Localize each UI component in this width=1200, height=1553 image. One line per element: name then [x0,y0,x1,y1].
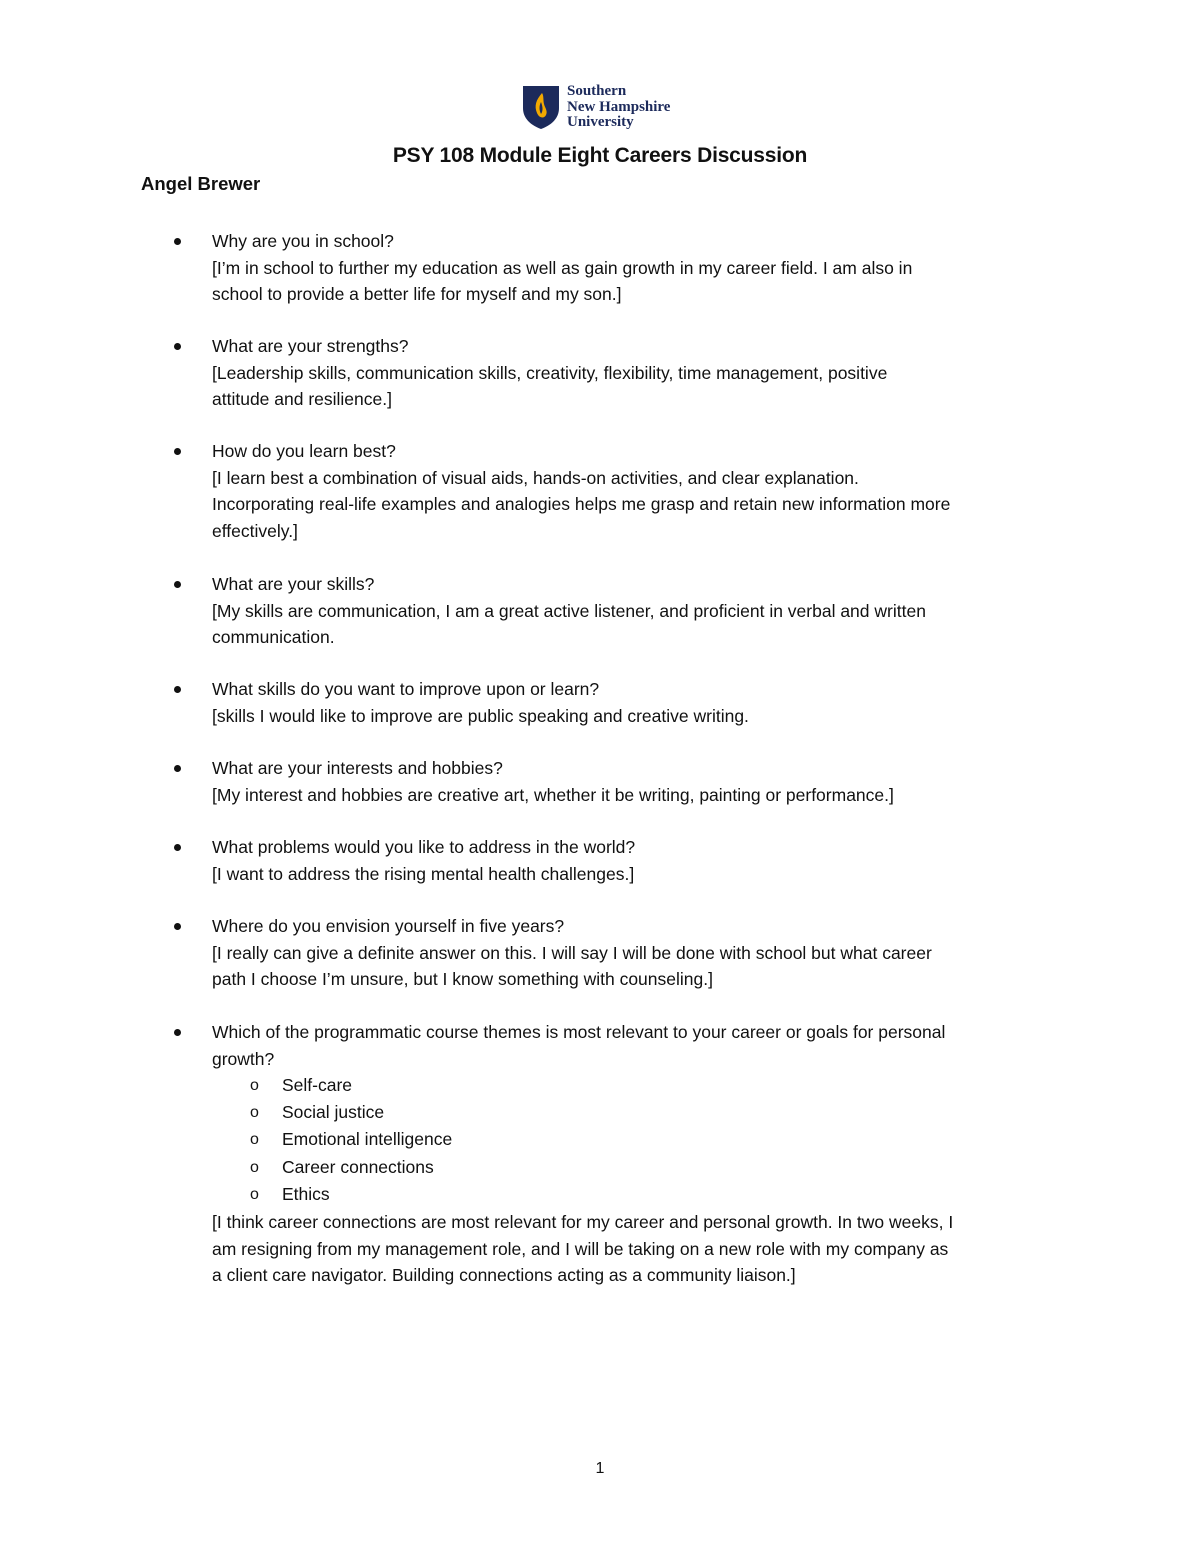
answer-line: [skills I would like to improve are public speaking and creative writing. [212,705,749,726]
question-item [212,676,1072,729]
document-title: PSY 108 Module Eight Careers Discussion [392,144,808,167]
bullet-icon [174,686,181,693]
answer-line: effectively.] [212,520,298,541]
answer-line: [Leadership skills, communication skills, creativity, flexibility, time management, positive [212,362,888,383]
answer-line: school to provide a better life for myself and my son.] [212,284,622,304]
circle-bullet-icon: o [250,1104,259,1121]
answer-line: [I really can give a definite answer on this. I will say I will be done with school but what career [212,942,932,963]
bullet-icon [174,343,181,350]
theme-list-item [250,1072,353,1099]
answer-line: a client care navigator. Building connections acting as a community liaison.] [212,1265,796,1285]
bullet-icon [174,765,181,772]
circle-bullet-icon: o [250,1159,259,1176]
question-item [212,755,1072,808]
page-number: 1 [595,1460,605,1477]
theme-label: Career connections [282,1157,434,1177]
theme-list-item [250,1126,453,1153]
question-text: What are your skills? [212,574,375,594]
answer-line: [I think career connections are most relevant for my career and personal growth. In two weeks, I [212,1212,954,1232]
logo-line-university: University [567,114,634,130]
question-text: What are your strengths? [212,336,409,356]
question-item [212,228,1072,308]
theme-label: Social justice [282,1102,385,1122]
circle-bullet-icon: o [250,1131,259,1148]
answer-line: [My interest and hobbies are creative art, whether it be writing, painting or performance.] [212,784,894,805]
theme-list-item [250,1181,330,1208]
question-text: Where do you envision yourself in five years? [212,916,565,936]
answer-line: communication. [212,627,335,647]
bullet-icon [174,844,181,851]
question-text: Why are you in school? [212,231,394,251]
answer-line: Incorporating real-life examples and analogies helps me grasp and retain new information more [212,494,951,514]
author-name: Angel Brewer [141,173,261,194]
answer-line: [My skills are communication, I am a great active listener, and proficient in verbal and written [212,600,926,621]
bullet-icon [174,581,181,588]
bullet-icon [174,1029,181,1036]
snhu-shield-flame-icon [521,84,561,130]
question-item [212,1019,1072,1072]
theme-label: Ethics [282,1184,330,1204]
question-item [212,571,1072,651]
answer-line: [I want to address the rising mental health challenges.] [212,863,635,884]
logo-line-southern: Southern [567,83,627,99]
question-text: Which of the programmatic course themes is most relevant to your career or goals for personal [212,1022,946,1042]
question-item [212,834,1072,887]
answer-line: path I choose I’m unsure, but I know something with counseling.] [212,969,713,989]
circle-bullet-icon: o [250,1077,259,1094]
answer-line: am resigning from my management role, and I will be taking on a new role with my company as [212,1238,949,1259]
university-logo [521,84,691,132]
question-text: What are your interests and hobbies? [212,758,503,778]
question-item [212,913,1072,993]
theme-label: Emotional intelligence [282,1129,453,1149]
logo-line-new-hampshire: New Hampshire [567,98,671,115]
theme-label: Self-care [282,1075,353,1095]
question-text: How do you learn best? [212,441,396,461]
circle-bullet-icon: o [250,1186,259,1203]
bullet-icon [174,923,181,930]
answer-line: [I learn best a combination of visual aids, hands-on activities, and clear explanation. [212,467,859,488]
question-text: What skills do you want to improve upon or learn? [212,679,600,699]
question-text: What problems would you like to address in the world? [212,837,636,857]
question-item [212,333,1072,413]
answer-line: attitude and resilience.] [212,389,392,409]
theme-list-item [250,1099,385,1126]
question-text: growth? [212,1048,275,1069]
answer-block [212,1209,1072,1289]
bullet-icon [174,448,181,455]
theme-list-item [250,1154,434,1181]
bullet-icon [174,238,181,245]
answer-line: [I’m in school to further my education as well as gain growth in my career field. I am also in [212,257,913,278]
question-item [212,438,1072,544]
